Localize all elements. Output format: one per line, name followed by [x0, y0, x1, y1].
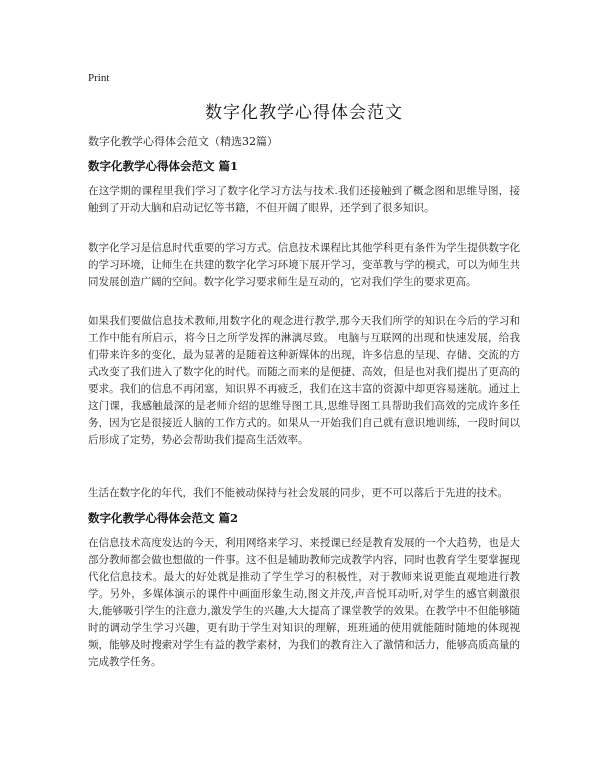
- print-link[interactable]: Print: [88, 72, 110, 84]
- document-subtitle: 数字化教学心得体会范文（精选32篇）: [88, 135, 278, 148]
- paragraph: 生活在数字化的年代，我们不能被动保持与社会发展的同步，更不可以落后于先进的技术。: [88, 487, 508, 499]
- section-heading-2: 数字化教学心得体会范文 篇2: [88, 511, 239, 525]
- paragraph: 如果我们要做信息技术教师,用数字化的观念进行教学,那今天我们所学的知识在今后的学习和工作中能有所启示，将今日之所学发挥的淋漓尽致。 电脑与互联网的出现和快速发展，给我们带来许多的变化，最为显著的是随着这种新媒体的出现，许多信息的呈现、存储、交流的方式改变了我们进入了数字化的时代。而随之而来的是便捷、高效，但是也对我们提出了更高的要求。我们的信息不再闭塞，知识界不再疲乏，我们在这丰富的资源中却更容易迷航。通过上这门课，我感触最深的是老师介绍的思维导图工具,思维导图工具帮助我们高效的完成许多任务，因为它是很接近人脑的工作方式的。如果从一开始我们自己就有意识地训练，一段时间以后形成了定势，势必会帮助我们提高生活效率。: [88, 315, 520, 446]
- paragraph: 数字化学习是信息时代重要的学习方式。信息技术课程比其他学科更有条件为学生提供数字化的学习环境，让师生在共建的数字化学习环境下展开学习，变革教与学的模式，可以为师生共同发展创造广阔的空间。数字化学习要求师生是互动的，它对我们学生的要求更高。: [88, 242, 520, 288]
- paragraph: 在信息技术高度发达的今天，利用网络来学习、来授课已经是教育发展的一个大趋势，也是大部分教师都会做也想做的一件事。这不但是辅助教师完成教学内容，同时也教育学生要掌握现代化信息技术。最大的好处就是推动了学生学习的积极性，对于教师来说更能直观地进行教学。另外，多媒体演示的课件中画面形象生动,图文并茂,声音悦耳动听,对学生的感官刺激很大,能够吸引学生的注意力,激发学生的兴趣,大大提高了课堂教学的效果。在教学中不但能够随时的调动学生学习兴趣，更有助于学生对知识的理解，班班通的使用就能随时随地的体现视频，能够及时搜索对学生有益的教学素材，为我们的教育注入了激情和活力，能够高质高量的完成教学任务。: [88, 537, 520, 668]
- paragraph: 在这学期的课程里我们学习了数字化学习方法与技术.我们还接触到了概念图和思维导图，接触到了开动大脑和启动记忆等书籍，不但开阔了眼界，还学到了很多知识。: [88, 185, 520, 214]
- section-heading-1: 数字化教学心得体会范文 篇1: [88, 159, 239, 173]
- document-title: 数字化教学心得体会范文: [205, 103, 403, 123]
